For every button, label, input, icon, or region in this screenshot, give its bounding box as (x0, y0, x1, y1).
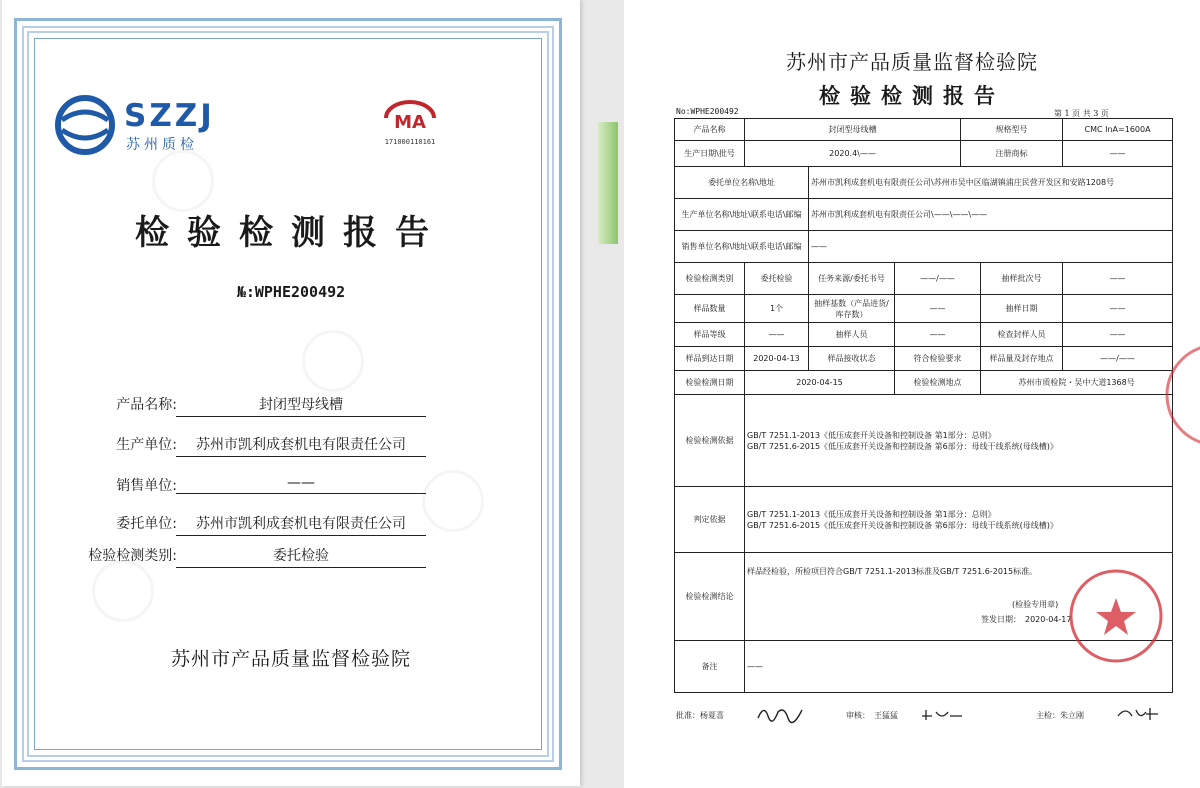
tester: 主检：朱立刚 (1036, 711, 1084, 720)
approver-signature (756, 702, 804, 724)
field-value: 封闭型母线槽 (176, 394, 426, 417)
report-detail-page (624, 0, 1200, 788)
field-category (72, 545, 329, 565)
partial-seal (1162, 340, 1200, 450)
cell-value: —— (1063, 323, 1173, 347)
field-client (72, 513, 406, 533)
report-organization: 苏州市产品质量监督检验院 (786, 50, 1038, 74)
cell-value: 2020.4\—— (745, 141, 961, 167)
field-label: 检验检测类别: (88, 548, 177, 564)
cell-label: 产品名称 (675, 119, 745, 141)
report-title: 检验检测报告 (819, 84, 1005, 108)
background-accent (598, 122, 618, 244)
cell-label: 生产日期\批号 (675, 141, 745, 167)
cell-value: 苏州市质检院・吴中大道1368号 (981, 371, 1173, 395)
field-product-name (72, 394, 343, 414)
table-row (675, 141, 1173, 167)
cell-label: 抽样人员 (809, 323, 895, 347)
cell-label: 委托单位名称\地址 (675, 167, 809, 199)
cell-value: 委托检验 (745, 263, 809, 295)
cell-value: 符合检验要求 (895, 347, 981, 371)
cell-label: 注册商标 (961, 141, 1063, 167)
field-label: 产品名称: (116, 397, 177, 413)
table-row (675, 347, 1173, 371)
judge-line: GB/T 7251.6-2015《低压成套开关设备和控制设备 第6部分：母线干线系统(母线槽)》 (747, 520, 1058, 530)
cell-value: —— (745, 323, 809, 347)
basis-line: GB/T 7251.6-2015《低压成套开关设备和控制设备 第6部分：母线干线系统(母线槽)》 (747, 441, 1058, 451)
cell-label: 生产单位名称\地址\联系电话\邮编 (675, 199, 809, 231)
cell-label: 抽样日期 (981, 295, 1063, 323)
inspection-seal (1066, 566, 1166, 666)
field-value: —— (176, 475, 426, 494)
cell-value: —— (745, 641, 1173, 693)
cell-label: 样品接收状态 (809, 347, 895, 371)
reviewer-signature (920, 706, 964, 722)
watermark-logo (92, 560, 154, 622)
cma-icon (382, 98, 438, 132)
conclusion-text: 样品经检验，所检项目符合GB/T 7251.1-2013标准及GB/T 7251.6-2015标准。 (747, 567, 1038, 576)
cell-value: 苏州市凯利成套机电有限责任公司\——\——\—— (809, 199, 1173, 231)
field-label: 委托单位: (116, 516, 177, 532)
cell-label: 判定依据 (675, 487, 745, 553)
page-title: 检验检测报告 (135, 213, 447, 253)
table-row (675, 167, 1173, 199)
cell-value: 2020-04-13 (745, 347, 809, 371)
cell-label: 样品数量 (675, 295, 745, 323)
cell-value: —— (1063, 263, 1173, 295)
watermark-logo (302, 330, 364, 392)
field-seller (72, 475, 315, 495)
szzj-logo-icon (54, 94, 116, 156)
cell-label: 抽样批次号 (981, 263, 1063, 295)
approver: 批准：杨夏喜 (676, 711, 724, 720)
field-value: 苏州市凯利成套机电有限责任公司 (176, 513, 426, 536)
cell-value: ——/—— (895, 263, 981, 295)
cell-value (745, 487, 1173, 553)
field-value: 苏州市凯利成套机电有限责任公司 (176, 434, 426, 457)
cell-label: 任务来源/委托书号 (809, 263, 895, 295)
cma-number: 171000110161 (384, 138, 436, 146)
cell-label: 样品等级 (675, 323, 745, 347)
report-number: №:WPHE200492 (236, 283, 346, 301)
cell-value: CMC InA=1600A (1063, 119, 1173, 141)
cma-mark (382, 98, 438, 146)
logo-text: SZZJ (124, 98, 215, 134)
table-row (675, 199, 1173, 231)
field-label: 销售单位: (116, 478, 177, 494)
cell-label: 样品到达日期 (675, 347, 745, 371)
issuing-organization: 苏州市产品质量监督检验院 (170, 648, 411, 670)
basis-line: GB/T 7251.1-2013《低压成套开关设备和控制设备 第1部分：总则》 (747, 430, 996, 440)
table-row (675, 119, 1173, 141)
cell-value: —— (895, 295, 981, 323)
cell-value: ——/—— (1063, 347, 1173, 371)
cell-label: 抽样基数（产品进货/库存数） (809, 295, 895, 323)
table-row (675, 395, 1173, 487)
cma-letters: MA (394, 112, 426, 132)
cell-value: —— (1063, 141, 1173, 167)
page-info: 第 1 页 共 3 页 (1054, 109, 1109, 118)
cell-label: 检验检测日期 (675, 371, 745, 395)
field-label: 生产单位: (116, 437, 177, 453)
cell-label: 规格型号 (961, 119, 1063, 141)
table-row (675, 323, 1173, 347)
cell-label: 检验检测结论 (675, 553, 745, 641)
table-row (675, 487, 1173, 553)
cell-label: 检验检测依据 (675, 395, 745, 487)
watermark-logo (422, 470, 484, 532)
table-row (675, 371, 1173, 395)
cell-value: 苏州市凯利成套机电有限责任公司\苏州市吴中区临湖镇浦庄民营开发区和安路1208号 (809, 167, 1173, 199)
table-row (675, 263, 1173, 295)
cell-label: 检验检测地点 (895, 371, 981, 395)
tester-signature (1116, 704, 1160, 722)
report-number: No:WPHE200492 (676, 107, 739, 116)
judge-line: GB/T 7251.1-2013《低压成套开关设备和控制设备 第1部分：总则》 (747, 509, 996, 519)
field-producer (72, 434, 406, 454)
table-row (675, 295, 1173, 323)
cell-value: —— (1063, 295, 1173, 323)
reviewer: 审核： 王猛猛 (846, 711, 898, 720)
logo-subtitle: 苏州质检 (126, 137, 198, 153)
seal-note: (检验专用章) (1012, 600, 1059, 609)
cell-label: 样品量及封存地点 (981, 347, 1063, 371)
cell-value: —— (809, 231, 1173, 263)
report-cover-page (2, 0, 580, 786)
watermark-logo (152, 150, 214, 212)
field-value: 委托检验 (176, 545, 426, 568)
cell-value: —— (895, 323, 981, 347)
cell-value: 封闭型母线槽 (745, 119, 961, 141)
sign-date: 签发日期： 2020-04-17 (981, 615, 1072, 624)
cell-label: 检查封样人员 (981, 323, 1063, 347)
cell-value: 1个 (745, 295, 809, 323)
table-row (675, 231, 1173, 263)
cell-label: 销售单位名称\地址\联系电话\邮编 (675, 231, 809, 263)
cell-value (745, 395, 1173, 487)
cell-label: 检验检测类别 (675, 263, 745, 295)
cell-label: 备注 (675, 641, 745, 693)
cell-value: 2020-04-15 (745, 371, 895, 395)
